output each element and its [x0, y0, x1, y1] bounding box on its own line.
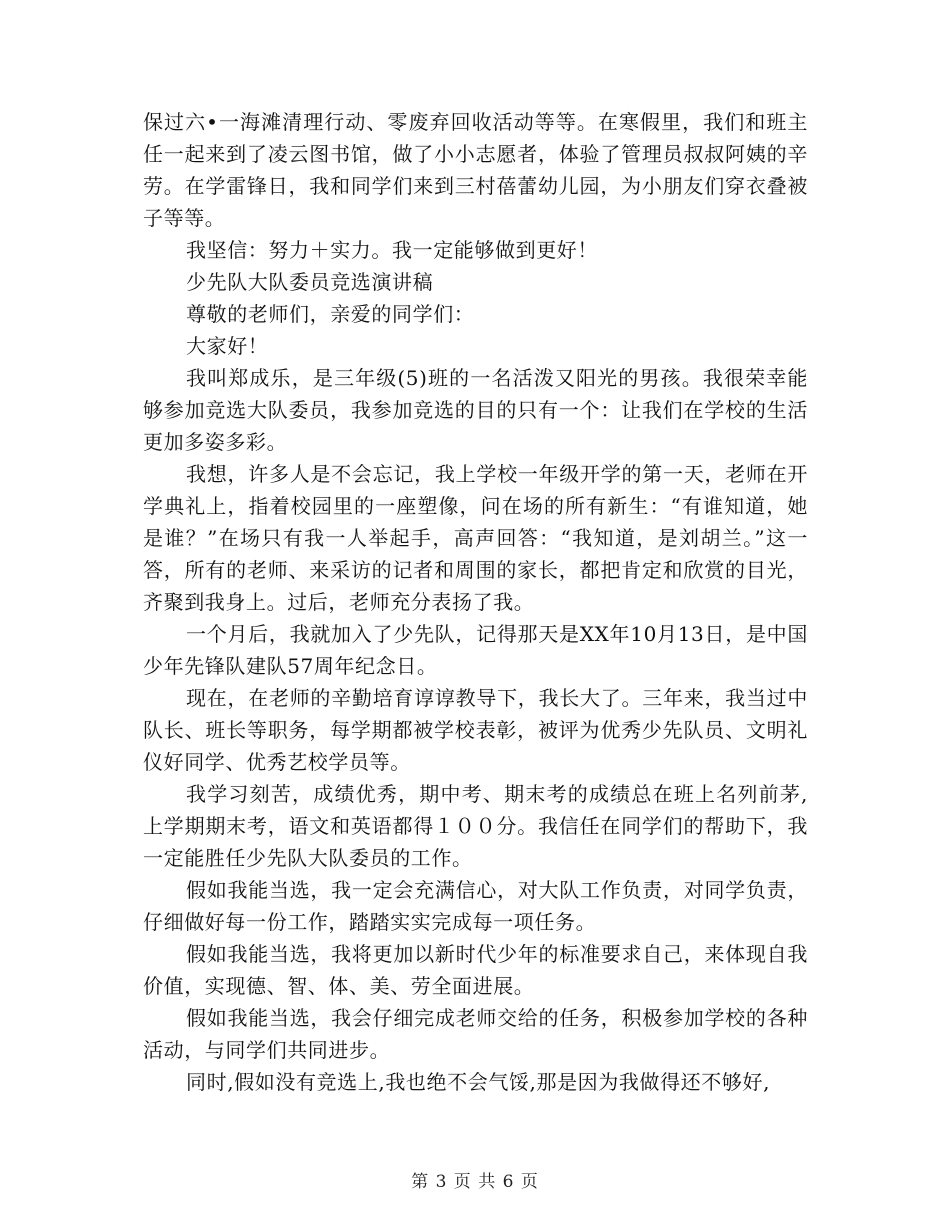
- greeting: 大家好！: [186, 334, 269, 358]
- paragraph-promise-3: 假如我能当选，我会仔细完成老师交给的任务，积极参加学校的各种活动，与同学们共同进步。: [143, 1006, 808, 1062]
- page-number: 第 3 页 共 6 页: [411, 1172, 539, 1192]
- speech-title: 少先队大队委员竞选演讲稿: [186, 270, 434, 294]
- paragraph-promise-1: 假如我能当选，我一定会充满信心，对大队工作负责，对同学负责，仔细做好每一份工作，踏踏实实完成每一项任务。: [143, 878, 808, 934]
- paragraph-promise-2: 假如我能当选，我将更加以新时代少年的标准要求自己，来体现自我价值，实现德、智、体、美、劳全面进展。: [143, 942, 808, 998]
- paragraph-belief: 我坚信：努力＋实力。我一定能够做到更好！: [186, 238, 598, 262]
- paragraph-if-not-elected: 同时,假如没有竞选上,我也绝不会气馁,那是因为我做得还不够好,: [186, 1070, 771, 1094]
- paragraph-continuation: 保过六•一海滩清理行动、零废弃回收活动等等。在寒假里，我们和班主任一起来到了凌云图书馆，做了小小志愿者，体验了管理员叔叔阿姨的辛劳。在学雷锋日，我和同学们来到三村蓓蕾幼儿园，为小朋友们穿衣叠被子等等。: [143, 110, 808, 230]
- salutation: 尊敬的老师们，亲爱的同学们：: [186, 302, 475, 326]
- document-body: [143, 106, 808, 1098]
- paragraph-growth: 现在，在老师的辛勤培育谆谆教导下，我长大了。三年来，我当过中队长、班长等职务，每学期都被学校表彰，被评为优秀少先队员、文明礼仪好同学、优秀艺校学员等。: [143, 686, 808, 774]
- paragraph-first-day: 我想，许多人是不会忘记，我上学校一年级开学的第一天，老师在开学典礼上，指着校园里的一座塑像，问在场的所有新生：“有谁知道，她是谁？”在场只有我一人举起手，高声回答：“我知道，是刘胡兰。”这一答，所有的老师、来采访的记者和周围的家长，都把肯定和欣赏的目光，齐聚到我身上。过后，老师充分表扬了我。: [143, 462, 808, 614]
- paragraph-introduction: 我叫郑成乐，是三年级(5)班的一名活泼又阳光的男孩。我很荣幸能够参加竞选大队委员，我参加竞选的目的只有一个：让我们在学校的生活更加多姿多彩。: [143, 366, 808, 454]
- paragraph-joined-pioneers: 一个月后，我就加入了少先队，记得那天是XX年10月13日，是中国少年先锋队建队57周年纪念日。: [143, 622, 808, 678]
- paragraph-study: 我学习刻苦，成绩优秀，期中考、期末考的成绩总在班上名列前茅,上学期期末考，语文和英语都得１００分。我信任在同学们的帮助下，我一定能胜任少先队大队委员的工作。: [143, 782, 808, 870]
